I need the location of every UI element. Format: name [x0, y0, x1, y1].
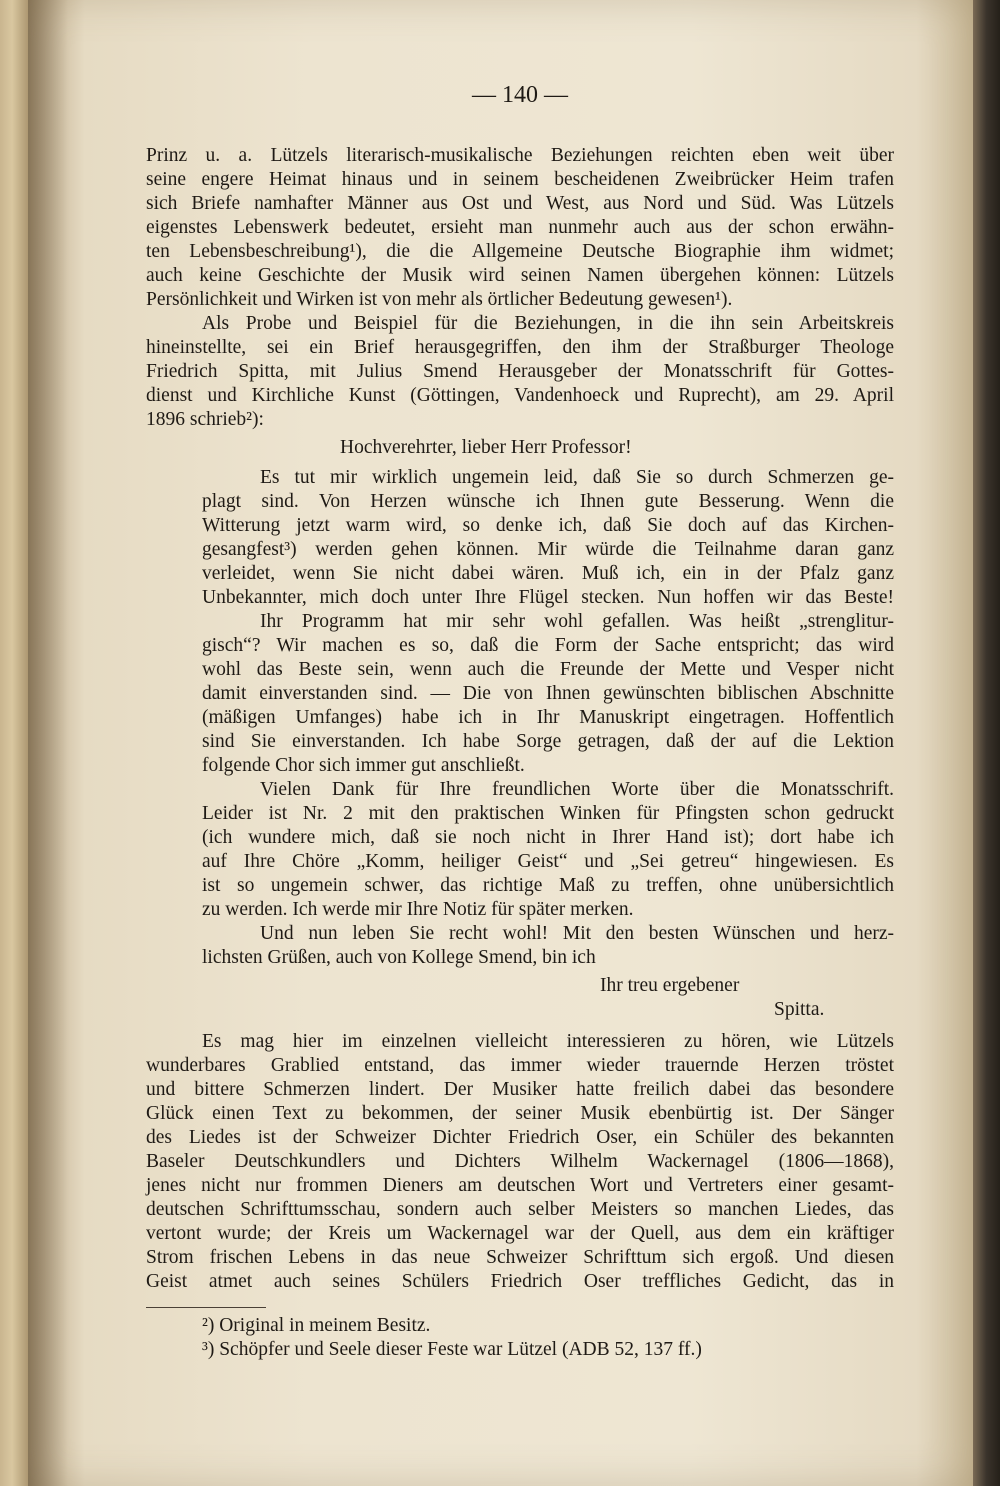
text-line: Witterung jetzt warm wird, so denke ich, daß Sie doch auf das Kirchen- [202, 515, 894, 536]
text-line: und bittere Schmerzen lindert. Der Musiker hatte freilich dabei das besondere [146, 1079, 894, 1100]
text-line: ist so ungemein schwer, das richtige Maß zu treffen, ohne unübersichtlich [202, 875, 894, 896]
text-line: Leider ist Nr. 2 mit den praktischen Winken für Pfingsten schon gedruckt [202, 803, 894, 824]
text-line: Strom frischen Lebens in das neue Schweizer Schrifttum sich ergoß. Und diesen [146, 1247, 894, 1268]
text-line: eigenstes Lebenswerk bedeutet, ersieht man nunmehr auch aus der schon erwähn- [146, 217, 894, 238]
gutter-shadow [28, 0, 68, 1486]
text-line: plagt sind. Von Herzen wünsche ich Ihnen gute Besserung. Wenn die [202, 491, 894, 512]
text-line: Als Probe und Beispiel für die Beziehungen, in die ihn sein Arbeitskreis [202, 313, 894, 334]
text-line: seine engere Heimat hinaus und in seinem bescheidenen Zweibrücker Heim trafen [146, 169, 894, 190]
page-number: — 140 — [472, 82, 568, 108]
text-line: Glück einen Text zu bekommen, der seiner Musik ebenbürtig ist. Der Sänger [146, 1103, 894, 1124]
previous-page-edge [0, 0, 30, 1486]
text-line: Prinz u. a. Lützels literarisch-musikalische Beziehungen reichten eben weit über [146, 145, 894, 166]
letter-closing: Ihr treu ergebener [600, 975, 740, 996]
text-line: Vielen Dank für Ihre freundlichen Worte über die Monatsschrift. [260, 779, 894, 800]
text-line: folgende Chor sich immer gut anschließt. [202, 755, 525, 776]
text-line: (mäßigen Umfanges) habe ich in Ihr Manuskript eingetragen. Hoffentlich [202, 707, 894, 728]
text-line: dienst und Kirchliche Kunst (Göttingen, Vandenhoeck und Ruprecht), am 29. April [146, 385, 894, 406]
letter-signature: Spitta. [774, 999, 825, 1020]
text-line: hineinstellte, sei ein Brief herausgegriffen, den ihm der Straßburger Theologe [146, 337, 894, 358]
text-line: jenes nicht nur frommen Dieners am deutschen Wort und Vertreters einer gesamt- [146, 1175, 894, 1196]
text-line: Und nun leben Sie recht wohl! Mit den besten Wünschen und herz- [260, 923, 894, 944]
text-line: Geist atmet auch seines Schülers Friedrich Oser treffliches Gedicht, das in [146, 1271, 894, 1292]
text-line: damit einverstanden sind. — Die von Ihnen gewünschten biblischen Abschnitte [202, 683, 894, 704]
text-line: deutschen Schrifttumsschau, sondern auch selber Meisters so manchen Liedes, das [146, 1199, 894, 1220]
text-line: sich Briefe namhafter Männer aus Ost und West, aus Nord und Süd. Was Lützels [146, 193, 894, 214]
text-line: auch keine Geschichte der Musik wird seinen Namen übergehen können: Lützels [146, 265, 894, 286]
text-line: Baseler Deutschkundlers und Dichters Wilhelm Wackernagel (1806—1868), [146, 1151, 894, 1172]
footnote: ³) Schöpfer und Seele dieser Feste war Lützel (ADB 52, 137 ff.) [202, 1339, 702, 1360]
footnote: ²) Original in meinem Besitz. [202, 1315, 431, 1336]
footnote-divider [146, 1307, 266, 1308]
text-line: gesangfest³) werden gehen können. Mir würde die Teilnahme daran ganz [202, 539, 894, 560]
text-line: Persönlichkeit und Wirken ist von mehr als örtlicher Bedeutung gewesen¹). [146, 289, 733, 310]
text-line: auf Ihre Chöre „Komm, heiliger Geist“ und „Sei getreu“ hingewiesen. Es [202, 851, 894, 872]
text-line: Unbekannter, mich doch unter Ihre Flügel stecken. Nun hoffen wir das Beste! [202, 587, 894, 608]
letter-salutation: Hochverehrter, lieber Herr Professor! [340, 437, 632, 458]
text-line: gisch“? Wir machen es so, daß die Form der Sache entspricht; das wird [202, 635, 894, 656]
text-line: wunderbares Grablied entstand, das immer wieder trauernde Herzen tröstet [146, 1055, 894, 1076]
text-line: (ich wundere mich, daß sie noch nicht in Ihrer Hand ist); dort habe ich [202, 827, 894, 848]
text-line: lichsten Grüßen, auch von Kollege Smend, bin ich [202, 947, 596, 968]
text-line: Es tut mir wirklich ungemein leid, daß Sie so durch Schmerzen ge- [260, 467, 894, 488]
text-line: des Liedes ist der Schweizer Dichter Friedrich Oser, ein Schüler des bekannten [146, 1127, 894, 1148]
text-line: ten Lebensbeschreibung¹), die die Allgemeine Deutsche Biographie ihm widmet; [146, 241, 894, 262]
text-line: sind Sie einverstanden. Ich habe Sorge getragen, daß der auf die Lektion [202, 731, 894, 752]
text-line: verleidet, wenn Sie nicht dabei wären. Muß ich, ein in der Pfalz ganz [202, 563, 894, 584]
text-line: Es mag hier im einzelnen vielleicht interessieren zu hören, wie Lützels [202, 1031, 894, 1052]
text-line: vertont wurde; der Kreis um Wackernagel war der Quell, aus dem ein kräftiger [146, 1223, 894, 1244]
text-line: 1896 schrieb²): [146, 409, 264, 430]
text-line: wohl das Beste sein, wenn auch die Freunde der Mette und Vesper nicht [202, 659, 894, 680]
page-right-edge [973, 0, 1000, 1486]
text-line: zu werden. Ich werde mir Ihre Notiz für später merken. [202, 899, 634, 920]
text-line: Friedrich Spitta, mit Julius Smend Herausgeber der Monatsschrift für Gottes- [146, 361, 894, 382]
text-line: Ihr Programm hat mir sehr wohl gefallen. Was heißt „strenglitur- [260, 611, 894, 632]
